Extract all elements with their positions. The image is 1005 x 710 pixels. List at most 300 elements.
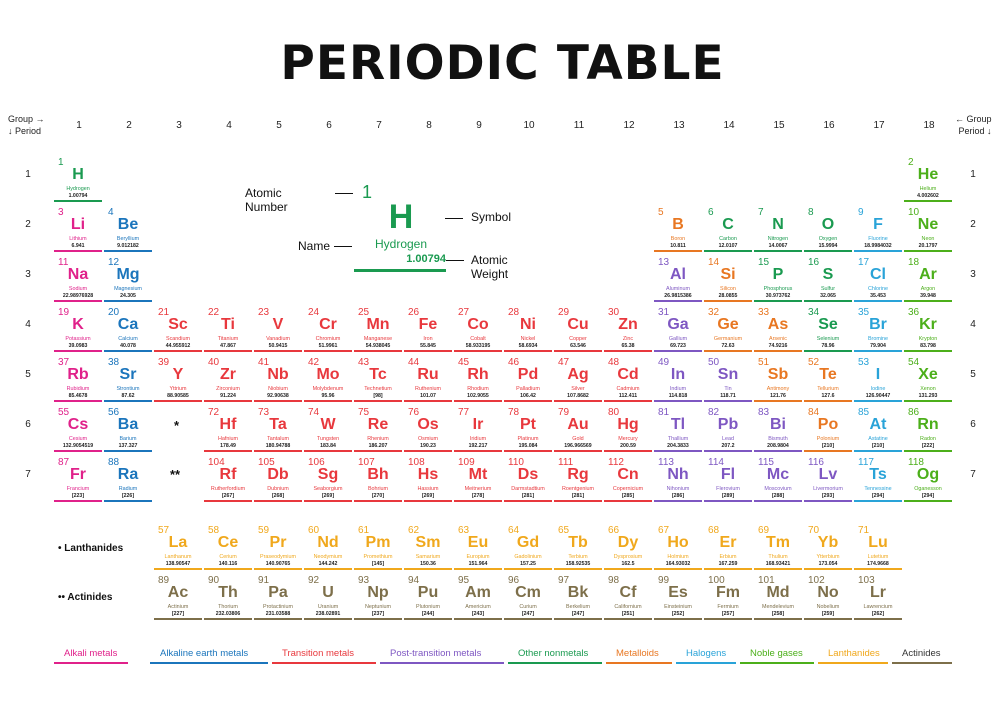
element-symbol: Og	[916, 466, 940, 483]
element-weight: [237]	[371, 611, 385, 617]
category-bar	[554, 500, 602, 502]
group-arrow-label-right: ← Group	[955, 114, 992, 124]
element-cell-cr	[304, 305, 352, 352]
element-number: 72	[208, 407, 220, 418]
element-symbol: Li	[70, 216, 86, 233]
element-weight: 112.411	[618, 393, 638, 399]
element-number: 71	[858, 525, 870, 536]
element-weight: [289]	[721, 493, 735, 499]
category-bar	[804, 568, 852, 570]
element-name: Roentgenium	[561, 486, 595, 492]
category-bar	[504, 618, 552, 620]
element-name: Livermorium	[813, 486, 843, 492]
element-number: 28	[508, 307, 520, 318]
element-name: Radium	[118, 486, 138, 492]
element-name: Mercury	[618, 436, 638, 442]
element-cell-bh	[354, 455, 402, 502]
category-bar	[654, 400, 702, 402]
element-symbol: V	[272, 316, 284, 333]
element-number: 50	[708, 357, 720, 368]
element-name: Bismuth	[768, 436, 788, 442]
element-name: Cobalt	[470, 336, 486, 342]
element-symbol: Fr	[70, 466, 86, 483]
element-cell-be	[104, 205, 152, 252]
element-weight: [278]	[471, 493, 485, 499]
element-name: Lithium	[69, 236, 87, 242]
element-cell-s	[804, 255, 852, 302]
legend-label: Noble gases	[750, 648, 803, 659]
key-number: 1	[362, 182, 373, 202]
element-symbol: Y	[172, 366, 184, 383]
element-cell-he	[904, 155, 952, 202]
element-number: 58	[208, 525, 220, 536]
element-symbol: Rg	[567, 466, 589, 483]
element-weight: 28.0855	[718, 293, 738, 299]
category-bar	[204, 500, 252, 502]
group-header: 2	[126, 120, 132, 131]
element-name: Neodymium	[313, 554, 343, 560]
element-weight: 55.845	[420, 343, 436, 349]
element-name: Lutetium	[867, 554, 889, 560]
lanthanides-row-label: • Lanthanides	[58, 543, 124, 554]
element-cell-ir	[454, 405, 502, 452]
element-name: Sodium	[68, 286, 88, 292]
category-bar	[804, 350, 852, 352]
element-weight: 178.49	[220, 443, 236, 449]
element-cell-sb	[754, 355, 802, 402]
element-symbol: Bi	[770, 416, 786, 433]
element-cell-cs	[54, 405, 102, 452]
element-weight: [285]	[621, 493, 635, 499]
category-bar	[804, 250, 852, 252]
group-header: 8	[426, 120, 432, 131]
element-weight: [223]	[71, 493, 85, 499]
element-weight: 204.3833	[667, 443, 689, 449]
element-number: 32	[708, 307, 720, 318]
element-number: 26	[408, 307, 420, 318]
element-weight: 106.42	[520, 393, 536, 399]
element-cell-xe	[904, 355, 952, 402]
element-name: Bohrium	[367, 486, 389, 492]
element-name: Helium	[919, 186, 937, 192]
element-number: 100	[708, 575, 725, 586]
element-name: Darmstadtium	[511, 486, 545, 492]
element-number: 85	[858, 407, 870, 418]
legend-bar	[676, 662, 736, 664]
element-name: Hassium	[417, 486, 439, 492]
element-cell-ar	[904, 255, 952, 302]
element-cell-tm	[754, 523, 802, 570]
element-name: Argon	[920, 286, 936, 292]
element-cell-hs	[404, 455, 452, 502]
element-weight: 6.941	[71, 243, 85, 249]
element-cell-u	[304, 573, 352, 620]
category-bar	[804, 300, 852, 302]
element-name: Cerium	[219, 554, 237, 560]
element-cell-i	[854, 355, 902, 402]
element-symbol: Mt	[468, 466, 488, 483]
corner-label-left	[8, 113, 45, 137]
element-number: 78	[508, 407, 520, 418]
element-number: 95	[458, 575, 470, 586]
element-symbol: F	[873, 216, 883, 233]
element-number: 93	[358, 575, 370, 586]
element-name: Copper	[569, 336, 587, 342]
category-bar	[204, 618, 252, 620]
element-symbol: Se	[818, 316, 838, 333]
element-symbol: Cn	[617, 466, 639, 483]
category-bar	[304, 500, 352, 502]
category-bar	[654, 350, 702, 352]
element-name: Actinium	[167, 604, 189, 610]
element-cell-n	[754, 205, 802, 252]
group-header: 15	[773, 120, 785, 131]
element-cell-dy	[604, 523, 652, 570]
element-cell-zr	[204, 355, 252, 402]
element-name: Vanadium	[266, 336, 290, 342]
element-number: 15	[758, 257, 770, 268]
element-symbol: Ir	[472, 416, 484, 433]
element-number: 44	[408, 357, 420, 368]
element-symbol: Lr	[870, 584, 886, 601]
element-cell-fm	[704, 573, 752, 620]
element-weight: 174.9668	[867, 561, 889, 567]
element-cell-yb	[804, 523, 852, 570]
element-number: 21	[158, 307, 170, 318]
element-name: Holmium	[667, 554, 689, 560]
element-number: 102	[808, 575, 825, 586]
legend-label: Post-transition metals	[390, 648, 482, 659]
element-weight: 22.98976928	[62, 293, 94, 299]
element-weight: 88.90585	[167, 393, 189, 399]
element-cell-sg	[304, 455, 352, 502]
element-symbol: Lv	[818, 466, 838, 483]
element-cell-cu	[554, 305, 602, 352]
element-cell-fe	[404, 305, 452, 352]
category-bar	[754, 450, 802, 452]
element-name: Boron	[670, 236, 686, 242]
category-bar	[854, 350, 902, 352]
element-name: Erbium	[719, 554, 737, 560]
category-bar	[504, 350, 552, 352]
element-weight: 140.90765	[265, 561, 291, 567]
element-symbol: Tb	[568, 534, 588, 551]
element-weight: 144.242	[318, 561, 338, 567]
element-weight: 200.59	[620, 443, 636, 449]
corner-label-right	[955, 113, 992, 137]
element-cell-ag	[554, 355, 602, 402]
element-symbol: He	[917, 166, 939, 183]
element-cell-o	[804, 205, 852, 252]
element-name: Promethium	[363, 554, 393, 560]
element-weight: 63.546	[570, 343, 586, 349]
element-number: 116	[808, 457, 824, 468]
element-cell-os	[404, 405, 452, 452]
element-weight: 238.02891	[315, 611, 341, 617]
key-name-label: Name	[298, 239, 331, 253]
category-bar	[854, 618, 902, 620]
category-bar	[154, 568, 202, 570]
category-bar	[504, 400, 552, 402]
element-cell-ce	[204, 523, 252, 570]
element-cell-mg	[104, 255, 152, 302]
element-weight: 58.933195	[465, 343, 491, 349]
category-bar	[304, 400, 352, 402]
element-weight: [281]	[521, 493, 535, 499]
element-cell-ts	[854, 455, 902, 502]
category-bar	[404, 568, 452, 570]
element-number: 59	[258, 525, 270, 536]
element-weight: [226]	[121, 493, 135, 499]
element-symbol: Be	[117, 216, 139, 233]
category-bar	[54, 200, 102, 202]
element-symbol: Pm	[365, 534, 391, 551]
element-name: Bromine	[867, 336, 889, 342]
period-header: 7	[25, 469, 31, 480]
element-weight: [286]	[671, 493, 685, 499]
element-symbol: B	[672, 216, 684, 233]
element-weight: 44.955912	[165, 343, 191, 349]
element-symbol: Au	[567, 416, 589, 433]
element-cell-mc	[754, 455, 802, 502]
element-number: 115	[758, 457, 774, 468]
element-number: 37	[58, 357, 70, 368]
element-weight: 127.6	[821, 393, 835, 399]
element-number: 63	[458, 525, 470, 536]
legend-item-nonmetal	[508, 648, 602, 664]
legend-bar	[380, 662, 504, 664]
element-number: 34	[808, 307, 820, 318]
element-cell-mo	[304, 355, 352, 402]
element-name: Manganese	[363, 336, 393, 342]
category-bar	[754, 350, 802, 352]
legend-label: Actinides	[902, 648, 941, 659]
category-bar	[54, 400, 102, 402]
category-bar	[604, 450, 652, 452]
element-name: Praseodymium	[260, 554, 296, 560]
element-number: 61	[358, 525, 370, 536]
element-weight: 157.25	[520, 561, 536, 567]
element-weight: 72.63	[721, 343, 735, 349]
element-weight: 102.9055	[467, 393, 489, 399]
element-symbol: Ts	[869, 466, 887, 483]
element-weight: 168.93421	[765, 561, 791, 567]
period-header: 2	[25, 219, 31, 230]
element-name: Nickel	[520, 336, 536, 342]
element-symbol: Cl	[870, 266, 886, 283]
category-bar	[904, 250, 952, 252]
element-symbol: Rf	[219, 466, 237, 483]
category-bar	[554, 450, 602, 452]
element-weight: 158.92535	[565, 561, 591, 567]
element-name: Gadolinium	[514, 554, 542, 560]
group-header: 11	[573, 120, 585, 131]
element-weight: 14.0067	[768, 243, 788, 249]
category-bar	[304, 450, 352, 452]
element-cell-si	[704, 255, 752, 302]
element-weight: 126.90447	[865, 393, 891, 399]
category-bar	[754, 300, 802, 302]
element-weight: 101.07	[420, 393, 436, 399]
element-cell-pt	[504, 405, 552, 452]
element-name: Magnesium	[114, 286, 142, 292]
element-symbol: U	[322, 584, 334, 601]
element-cell-ta	[254, 405, 302, 452]
legend-item-noble	[740, 648, 814, 664]
element-number: 31	[658, 307, 670, 318]
element-name: Berkelium	[566, 604, 590, 610]
element-number: 88	[108, 457, 120, 468]
element-weight: 32.065	[820, 293, 836, 299]
category-bar	[104, 400, 152, 402]
element-number: 76	[408, 407, 420, 418]
element-symbol: Er	[719, 534, 737, 551]
element-symbol: W	[320, 416, 336, 433]
element-number: 89	[158, 575, 170, 586]
element-weight: 190.23	[420, 443, 436, 449]
element-symbol: Ni	[520, 316, 536, 333]
category-bar	[454, 350, 502, 352]
element-number: 92	[308, 575, 320, 586]
element-symbol: As	[767, 316, 789, 333]
group-arrow-label: Group →	[8, 114, 45, 124]
category-bar	[704, 618, 752, 620]
category-bar	[804, 450, 852, 452]
element-cell-k	[54, 305, 102, 352]
element-symbol: Si	[720, 266, 736, 283]
category-bar	[654, 250, 702, 252]
element-number: 13	[658, 257, 670, 268]
element-number: 118	[908, 457, 924, 468]
element-number: 90	[208, 575, 220, 586]
element-symbol: Kr	[919, 316, 937, 333]
category-bar	[304, 568, 352, 570]
category-bar	[654, 618, 702, 620]
element-name: Chlorine	[867, 286, 889, 292]
element-name: Phosphorus	[763, 286, 793, 292]
element-name: Palladium	[516, 386, 540, 392]
element-number: 45	[458, 357, 470, 368]
category-bar	[854, 568, 902, 570]
legend-label: Alkali metals	[64, 648, 118, 659]
element-name: Americium	[465, 604, 491, 610]
element-cell-hf	[204, 405, 252, 452]
element-symbol: Ds	[517, 466, 539, 483]
element-cell-ca	[104, 305, 152, 352]
element-weight: [247]	[521, 611, 535, 617]
legend-bar	[508, 662, 602, 664]
category-bar	[754, 250, 802, 252]
element-name: Cesium	[68, 436, 88, 442]
element-weight: [252]	[671, 611, 685, 617]
element-name: Technetium	[364, 386, 392, 392]
category-bar	[354, 500, 402, 502]
period-header: 5	[25, 369, 31, 380]
element-number: 94	[408, 575, 420, 586]
element-weight: 39.0983	[68, 343, 88, 349]
category-bar	[554, 618, 602, 620]
element-name: Barium	[119, 436, 137, 442]
group-header: 14	[723, 120, 735, 131]
element-name: Radon	[920, 436, 936, 442]
element-cell-cd	[604, 355, 652, 402]
category-bar	[654, 450, 702, 452]
element-symbol: Cr	[319, 316, 337, 333]
element-name: Gallium	[668, 336, 688, 342]
element-symbol: Nh	[667, 466, 689, 483]
element-number: 64	[508, 525, 520, 536]
key-symbol: H	[388, 198, 414, 236]
category-bar	[504, 568, 552, 570]
element-cell-nh	[654, 455, 702, 502]
element-weight: [267]	[221, 493, 235, 499]
element-weight: 35.453	[870, 293, 886, 299]
element-weight: 183.84	[320, 443, 336, 449]
group-header: 6	[326, 120, 332, 131]
element-symbol: Mc	[766, 466, 790, 483]
element-cell-tb	[554, 523, 602, 570]
group-header: 3	[176, 120, 182, 131]
element-symbol: Sg	[317, 466, 339, 483]
element-symbol: Fe	[418, 316, 438, 333]
element-cell-np	[354, 573, 402, 620]
category-bar	[104, 450, 152, 452]
category-bar	[104, 500, 152, 502]
element-number: 70	[808, 525, 820, 536]
element-symbol: Ag	[567, 366, 589, 383]
element-symbol: Hg	[617, 416, 639, 433]
element-number: 42	[308, 357, 320, 368]
element-cell-tc	[354, 355, 402, 402]
element-weight: [145]	[371, 561, 385, 567]
period-header: 1	[25, 169, 31, 180]
element-cell-rf	[204, 455, 252, 502]
element-number: 62	[408, 525, 420, 536]
category-bar	[654, 568, 702, 570]
element-weight: 167.259	[718, 561, 738, 567]
element-weight: 39.948	[920, 293, 936, 299]
element-number: 91	[258, 575, 270, 586]
element-symbol: Zr	[220, 366, 236, 383]
element-symbol: Eu	[467, 534, 489, 551]
element-name: Zinc	[622, 336, 634, 342]
category-bar	[204, 350, 252, 352]
element-symbol: No	[817, 584, 839, 601]
element-name: Tellurium	[817, 386, 839, 392]
category-bar	[254, 450, 302, 452]
element-name: Osmium	[417, 436, 439, 442]
element-cell-sn	[704, 355, 752, 402]
element-number: 54	[908, 357, 920, 368]
element-cell-as	[754, 305, 802, 352]
element-weight: 9.012182	[117, 243, 139, 249]
element-cell-rh	[454, 355, 502, 402]
element-name: Curium	[519, 604, 537, 610]
element-number: 68	[708, 525, 720, 536]
element-number: 33	[758, 307, 770, 318]
legend-bar	[606, 662, 672, 664]
element-number: 98	[608, 575, 620, 586]
period-header: 5	[970, 369, 976, 380]
element-cell-rn	[904, 405, 952, 452]
category-bar	[504, 500, 552, 502]
element-weight: 83.798	[920, 343, 936, 349]
category-bar	[54, 350, 102, 352]
element-cell-c	[704, 205, 752, 252]
element-symbol: Co	[467, 316, 489, 333]
element-weight: 79.904	[870, 343, 886, 349]
category-bar	[754, 500, 802, 502]
